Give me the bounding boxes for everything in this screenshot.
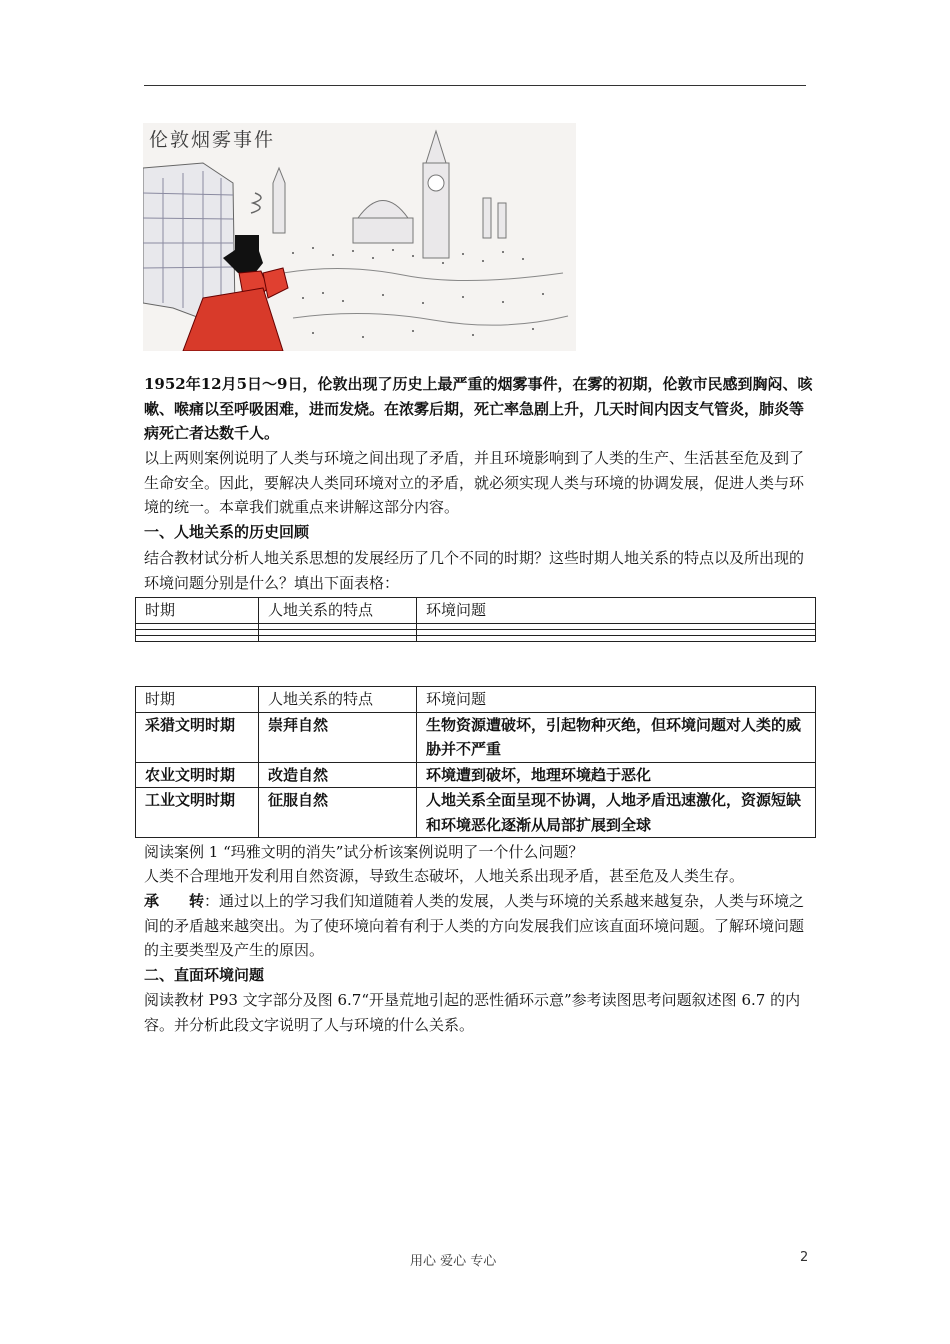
problem-cell: 人地关系全面呈现不协调，人地矛盾迅速激化，资源短缺和环境恶化逐渐从局部扩展到全球: [417, 788, 816, 838]
header-cell: 人地关系的特点: [259, 598, 417, 624]
header-cell: 环境问题: [417, 687, 816, 713]
header-rule: [144, 85, 806, 86]
table-row: [136, 762, 816, 788]
filled-table: [135, 686, 816, 838]
period-cell: 工业文明时期: [136, 788, 259, 838]
blank-table: [135, 597, 816, 642]
transition-paragraph: [144, 889, 816, 963]
period-cell: 采猎文明时期: [136, 712, 259, 762]
case-paragraph: 1952年12月5日～9日，伦敦出现了历史上最严重的烟雾事件，在雾的初期，伦敦市民感到胸闷、咳嗽、喉痛以至呼吸困难，进而发烧。在浓雾后期，死亡率急剧上升，几天时间内因支气管炎，肺炎等病死亡者达数千人。: [144, 375, 813, 442]
blank-cell[interactable]: [417, 635, 816, 641]
section-heading-2: 二、直面环境问题: [144, 966, 265, 984]
figure-caption: 伦敦烟雾事件: [149, 129, 276, 151]
question-2: 阅读教材 P93 文字部分及图 6.7“开垦荒地引起的恶性循环示意”参考读图思考问题叙述图 6.7 的内容。并分析此段文字说明了人与环境的什么关系。: [144, 991, 801, 1034]
blank-cell[interactable]: [259, 635, 417, 641]
transition-label: 承 转: [144, 892, 205, 910]
problem-cell: 环境遭到破坏，地理环境趋于恶化: [417, 762, 816, 788]
feature-cell: 崇拜自然: [259, 712, 417, 762]
table-row: [136, 788, 816, 838]
blank-row: [136, 635, 816, 641]
problem-cell: 生物资源遭破坏，引起物种灭绝，但环境问题对人类的威胁并不严重: [417, 712, 816, 762]
header-cell: 时期: [136, 687, 259, 713]
filled-table-header: [136, 687, 816, 713]
header-cell: 环境问题: [417, 598, 816, 624]
feature-cell: 改造自然: [259, 762, 417, 788]
page-number: 2: [800, 1250, 809, 1265]
answer-1: 人类不合理地开发利用自然资源，导致生态破坏，人地关系出现矛盾，甚至危及人类生存。: [144, 867, 745, 885]
intro-paragraph: 以上两则案例说明了人类与环境之间出现了矛盾，并且环境影响到了人类的生产、生活甚至危及到了生命安全。因此，要解决人类同环境对立的矛盾，就必须实现人类与环境的协调发展，促进人类与环境的统一。本章我们就重点来讲解这部分内容。: [144, 449, 805, 516]
footer-motto: 用心 爱心 专心: [410, 1254, 497, 1269]
feature-cell: 征服自然: [259, 788, 417, 838]
period-cell: 农业文明时期: [136, 762, 259, 788]
header-cell: 人地关系的特点: [259, 687, 417, 713]
section-heading-1: 一、人地关系的历史回顾: [144, 523, 310, 541]
transition-text: ：通过以上的学习我们知道随着人类的发展，人类与环境的关系越来越复杂，人类与环境之间的矛盾越来越突出。为了使环境向着有利于人类的方向发展我们应该直面环境问题。了解环境问题的主要类型及产生的原因。: [144, 892, 805, 959]
header-cell: 时期: [136, 598, 259, 624]
table-row: [136, 712, 816, 762]
question-1: 结合教材试分析人地关系思想的发展经历了几个不同的时期？这些时期人地关系的特点以及所出现的环境问题分别是什么？填出下面表格：: [144, 549, 805, 592]
london-smog-illustration: [143, 123, 576, 351]
blank-table-header: [136, 598, 816, 624]
blank-cell[interactable]: [136, 635, 259, 641]
reading-case-1: 阅读案例 1 “玛雅文明的消失”试分析该案例说明了一个什么问题？: [144, 843, 584, 861]
smog-cartoon-drawing: [143, 123, 576, 351]
